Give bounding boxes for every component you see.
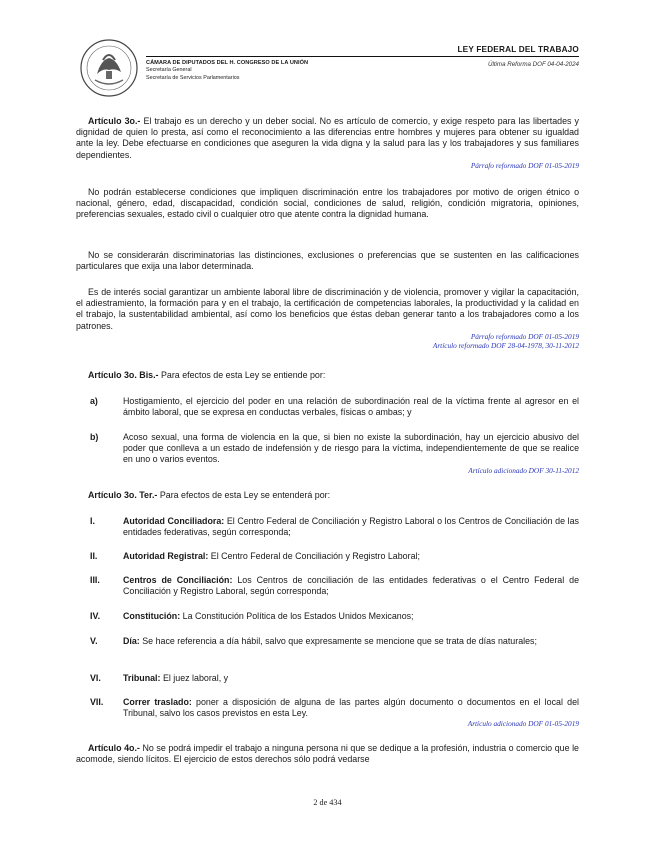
art3ter-item-text: La Constitución Política de los Estados Unidos Mexicanos; [182, 611, 414, 621]
art3ter-item-label: VI. [90, 673, 101, 683]
art3ter-item-term: Constitución: [123, 611, 181, 621]
art3ter-item-text: El Centro Federal de Conciliación y Registro Laboral o los Centros de Conciliación de las entidades federativas, según corresponda; [123, 516, 579, 538]
art3-note-1: Párrafo reformado DOF 01-05-2019 [470, 160, 579, 170]
institution-name: CÁMARA DE DIPUTADOS DEL H. CONGRESO DE LA UNIÓN [146, 60, 309, 66]
art3ter-item-1 [76, 516, 579, 538]
art3bis-intro-text: Para efectos de esta Ley se entiende por: [160, 370, 326, 380]
art4-heading: Artículo 4o.- [88, 743, 140, 753]
art3-paragraph-4 [76, 287, 579, 351]
art3ter-intro [76, 490, 579, 501]
art3-p1-text: El trabajo es un derecho y un deber social. No es artículo de comercio, y exige respeto para las libertades y dignidad de quien lo presta, así como el reconocimiento a las diferencias entre hombres y mujeres para obtener su igualdad ante la ley. Debe efectuarse en condiciones que aseguren la vida digna y la salud para las y los trabajadores y sus familiares dependientes. [76, 116, 579, 160]
art3-heading: Artículo 3o.- [88, 116, 141, 126]
art3ter-item-label: V. [90, 636, 98, 646]
art3ter-item-text: poner a disposición de alguna de las partes algún documento o documentos en el local del Tribunal, salvo los casos previstos en esta Ley. [123, 697, 579, 719]
art3bis-heading: Artículo 3o. Bis.- [88, 370, 159, 380]
art4-text: No se podrá impedir el trabajo a ninguna persona ni que se dedique a la profesión, industria o comercio que le acomode, siendo lícitos. El ejercicio de estos derechos sólo podrá vedarse [76, 743, 579, 765]
art3-paragraph-3 [76, 250, 579, 272]
art3ter-item-6 [76, 673, 579, 684]
art3ter-intro-text: Para efectos de esta Ley se entenderá por: [159, 490, 331, 500]
art3ter-item-text: Se hace referencia a día hábil, salvo que expresamente se mencione que se trata de días naturales; [142, 636, 537, 646]
art3ter-item-term: Centros de Conciliación: [123, 575, 233, 585]
art3-note-2: Párrafo reformado DOF 01-05-2019 [470, 331, 579, 341]
art3bis-item-label: a) [90, 396, 98, 406]
art3ter-item-term: Autoridad Conciliadora: [123, 516, 225, 526]
art3ter-item-5 [76, 636, 579, 647]
header-institution-block [146, 60, 308, 82]
art3ter-item-term: Tribunal: [123, 673, 161, 683]
art3bis-item-a [76, 396, 579, 418]
art3ter-item-text: Los Centros de conciliación de las entidades federativas o el Centro Federal de Conciliación y Registro Laboral, según corresponda; [123, 575, 579, 597]
servicios-parlamentarios: Secretaría de Servicios Parlamentarios [146, 75, 240, 81]
art3ter-item-4 [76, 611, 579, 622]
art3ter-item-7 [76, 697, 579, 729]
art3ter-note: Artículo adicionado DOF 01-05-2019 [467, 719, 579, 729]
art3ter-item-label: II. [90, 551, 98, 561]
art3-paragraph-2 [76, 187, 579, 221]
art3ter-item-3 [76, 575, 579, 597]
art3ter-item-label: III. [90, 575, 100, 585]
art3ter-item-term: Día: [123, 636, 140, 646]
art3ter-heading: Artículo 3o. Ter.- [88, 490, 158, 500]
art3bis-note: Artículo adicionado DOF 30-11-2012 [468, 465, 579, 475]
art3-note-3: Artículo reformado DOF 28-04-1978, 30-11-2012 [432, 341, 579, 351]
art3bis-intro [76, 370, 579, 381]
art3ter-item-text: El Centro Federal de Conciliación y Registro Laboral; [210, 551, 420, 561]
last-reform-date: Última Reforma DOF 04-04-2024 [487, 61, 579, 68]
art3ter-item-label: IV. [90, 611, 101, 621]
secretaria-general: Secretaría General [146, 67, 192, 73]
art3ter-item-label: I. [90, 516, 95, 526]
art3ter-item-term: Autoridad Registral: [123, 551, 209, 561]
art4-paragraph [76, 743, 579, 765]
art3bis-item-text: Hostigamiento, el ejercicio del poder en una relación de subordinación real de la víctima frente al agresor en el ámbito laboral, que se expresa en conductas verbales, físicas o ambas; y [123, 396, 579, 418]
art3ter-item-text: El juez laboral, y [162, 673, 229, 683]
mexican-coat-of-arms-seal-icon [79, 38, 139, 98]
art3ter-item-label: VII. [90, 697, 104, 707]
art3-p4-text: Es de interés social garantizar un ambiente laboral libre de discriminación y de violencia, promover y vigilar la capacitación, el adiestramiento, la formación para y en el trabajo, la certificación de competencias laborales, la productividad y la calidad en el trabajo, la sustentabilidad ambiental, así como los beneficios que éstas deban generar tanto a los trabajadores como a los patrones. [76, 287, 579, 331]
art3-p2-text: No podrán establecerse condiciones que impliquen discriminación entre los trabajadores por motivo de origen étnico o nacional, género, edad, discapacidad, condición social, condiciones de salud, religión, condición migratoria, opiniones, preferencias sexuales, estado civil o cualquier otro que atente contra la dignidad humana. [76, 187, 579, 220]
law-title: LEY FEDERAL DEL TRABAJO [457, 45, 579, 54]
art3ter-item-2 [76, 551, 579, 562]
art3ter-item-term: Correr traslado: [123, 697, 192, 707]
art3-p3-text: No se considerarán discriminatorias las distinciones, exclusiones o preferencias que se sustenten en las calificaciones particulares que exija una labor determinada. [76, 250, 579, 272]
page-number: 2 de 434 [313, 798, 342, 807]
art3bis-item-label: b) [90, 432, 99, 442]
art3bis-item-b [76, 432, 579, 475]
header-rule [146, 56, 579, 57]
art3-paragraph-1 [76, 116, 579, 170]
art3bis-item-text: Acoso sexual, una forma de violencia en la que, si bien no existe la subordinación, hay un ejercicio abusivo del poder que conlleva a un estado de indefensión y de riesgo para la víctima, independientemente de que se realice en uno o varios eventos. [123, 432, 579, 465]
